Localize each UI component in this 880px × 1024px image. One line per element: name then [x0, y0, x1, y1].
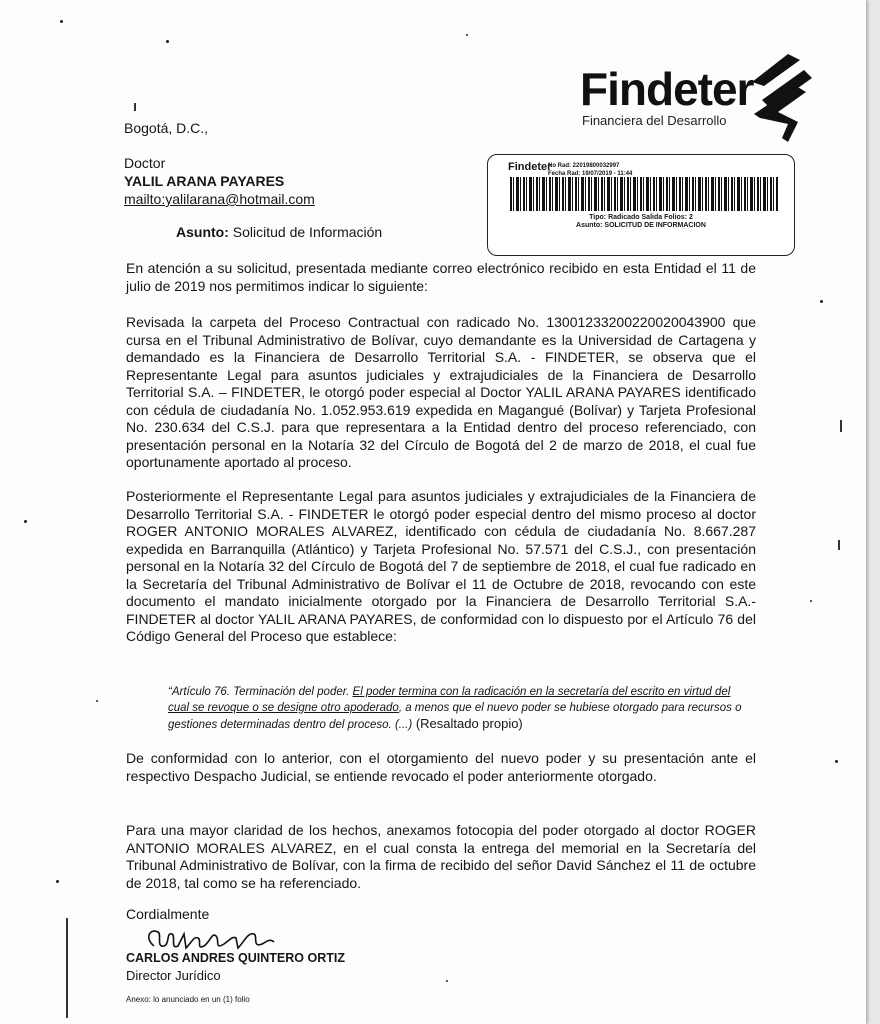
- scan-speck: [810, 600, 812, 602]
- findeter-s-mark-icon: [748, 52, 816, 144]
- stamp-barcode: [510, 177, 778, 211]
- paragraph-5: Para una mayor claridad de los hechos, anexamos fotocopia del poder otorgado al doctor ROGER ANTONIO MORALES ALVAREZ, en el cual consta la entrega del memorial en la Secretaría del Tribunal Administrativo de Bolívar, con la firma de recibido del señor David Sánchez el 11 de octubre de 2018, tal como se ha referenciado.: [126, 822, 756, 891]
- stamp-asunto: Asunto: SOLICITUD DE INFORMACION: [576, 222, 706, 229]
- quote-rest: , a menos que el nuevo poder se hubiese otorgado para recursos o gestiones determinadas dentro del proceso. (...): [168, 702, 742, 731]
- paragraph-1: En atención a su solicitud, presentada mediante correo electrónico recibido en esta Entidad el 11 de julio de 2019 nos permitimos indicar lo siguiente:: [126, 260, 756, 294]
- scan-speck: [24, 520, 27, 523]
- scan-speck: [166, 40, 169, 43]
- paragraph-3: Posteriormente el Representante Legal para asuntos judiciales y extrajudiciales de la Financiera de Desarrollo Territorial S.A. - FINDETER le otorgó poder especial dentro del mismo proceso al doctor ROGER ANTONIO MORALES ALVAREZ, identificado con cédula de ciudadanía No. 8.667.287 expedida en Barranquilla (Atlántico) y Tarjeta Profesional No. 57.571 del C.S.J., con presentación personal en la Notaría 32 del Círculo de Bogotá del 7 de septiembre de 2018, el cual fue radicado en la Secretaría del Tribunal Administrativo de Bolívar el 11 de Octubre de 2018, revocando con este documento el mandato inicialmente otorgado por la Financiera de Desarrollo Territorial S.A.- FINDETER al doctor YALIL ARANA PAYARES, de conformidad con lo dispuesto por el Artículo 76 del Código General del Proceso que establece:: [126, 488, 756, 644]
- letter-city: Bogotá, D.C.,: [124, 120, 209, 136]
- scan-speck: [60, 20, 63, 23]
- scan-mark: [840, 420, 842, 432]
- salutation: Doctor: [124, 155, 166, 171]
- scan-mark: [838, 540, 840, 550]
- signer-role: Director Jurídico: [126, 968, 221, 983]
- radicado-stamp: [487, 154, 795, 256]
- annex-note: Anexo: lo anunciado en un (1) folio: [126, 995, 250, 1004]
- quote-intro: “Artículo 76. Terminación del poder.: [168, 686, 353, 698]
- scan-speck: [835, 760, 838, 763]
- scan-speck: [446, 980, 448, 982]
- subject-line: [176, 224, 382, 240]
- scan-mark: [134, 103, 136, 111]
- stamp-tipo: Tipo: Radicado Salida Folios: 2: [589, 214, 693, 221]
- findeter-logo-tagline: Financiera del Desarrollo: [582, 113, 727, 128]
- findeter-logo-text: Findeter: [580, 63, 754, 115]
- scan-speck: [820, 300, 823, 303]
- scan-mark: [66, 918, 68, 1018]
- subject-label: Asunto:: [176, 224, 229, 240]
- paragraph-4: De conformidad con lo anterior, con el otorgamiento del nuevo poder y su presentación ante el respectivo Despacho Judicial, se entiende revocado el poder anteriormente otorgado.: [126, 750, 756, 784]
- stamp-brand: Findeter: [508, 161, 552, 173]
- recipient-email-link[interactable]: mailto:yalilarana@hotmail.com: [124, 191, 315, 207]
- article-76-quote: [168, 684, 748, 733]
- recipient-name: YALIL ARANA PAYARES: [124, 173, 285, 189]
- scan-speck: [96, 700, 98, 702]
- quote-underlined: El poder termina con la radicación en la secretaría del escrito en virtud del cual se revoque o se designe otro apoderado: [168, 686, 731, 714]
- scan-speck: [466, 34, 468, 36]
- paragraph-2: Revisada la carpeta del Proceso Contractual con radicado No. 13001233200220020043900 que cursa en el Tribunal Administrativo de Bolívar, cuyo demandante es la Universidad de Cartagena y demandado es la Financiera de Desarrollo Territorial S.A. - FINDETER, se observa que el Representante Legal para asuntos judiciales y extrajudiciales de la Financiera de Desarrollo Territorial S.A. – FINDETER, le otorgó poder especial al Doctor YALIL ARANA PAYARES identificado con cédula de ciudadanía No. 1.052.953.619 expedida en Magangué (Bolívar) y Tarjeta Profesional No. 230.634 del C.S.J. para que representara a la Entidad dentro del proceso referenciado, con presentación personal en la Notaría 32 del Círculo de Bogotá del 2 de marzo de 2018, el cual fue oportunamente aportado al proceso.: [126, 314, 756, 470]
- recipient-block: [124, 154, 315, 208]
- stamp-meta: [548, 162, 632, 178]
- signer-name: CARLOS ANDRES QUINTERO ORTIZ: [126, 951, 345, 965]
- closing-greeting: Cordialmente: [126, 906, 210, 922]
- stamp-rad-date: Fecha Rad: 19/07/2019 - 11:44: [548, 171, 633, 177]
- subject-text: Solicitud de Información: [232, 224, 383, 240]
- quote-note: (Resaltado propio): [412, 716, 523, 731]
- stamp-rad-number: No Rad: 22019800032997: [548, 163, 620, 169]
- scan-speck: [56, 880, 59, 883]
- stamp-footer: [488, 214, 794, 230]
